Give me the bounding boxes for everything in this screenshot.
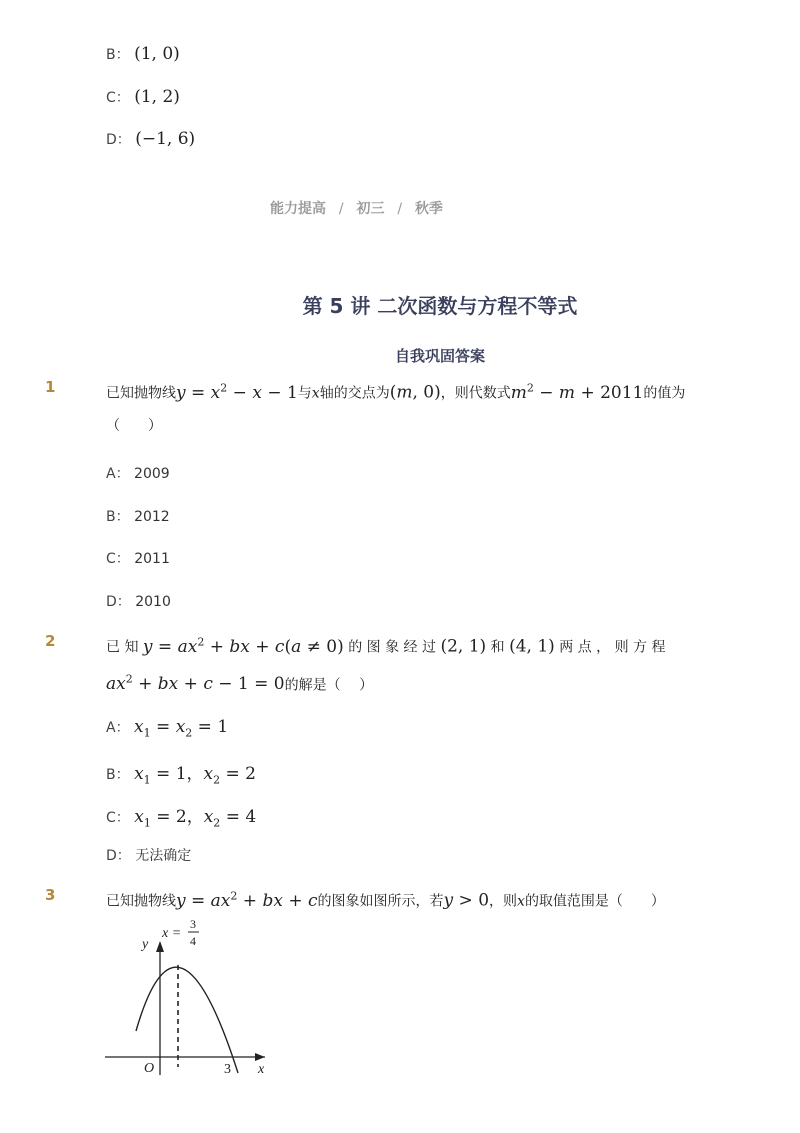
option-d[interactable] [106,845,191,865]
question-1-stem: 已知抛物线$y = x^2 - x - 1$与x轴的交点为(m, 0)，则代数式$m^2 - m + 2011$的值为 （ ） [106,381,686,434]
stem-text: 与 [297,385,312,402]
y-axis-arrow [156,941,164,952]
option-b-top[interactable] [106,44,180,64]
equation: $ax^2$ + bx + c − 1 = 0 [106,672,285,695]
question-number: 3 [45,886,56,904]
page-title: 第 5 讲 二次函数与方程不等式 [302,294,578,318]
vertex-eq-lhs: x = [162,926,182,941]
stem-text: 的值为 [643,385,686,402]
quadratic-formula: $y = ax^2$ + bx + c(a ≠ 0) [142,635,344,657]
inequality: y > 0 [443,890,490,911]
option-value: (1, 0) [134,44,180,64]
option-label: B： [106,509,130,525]
option-label: A： [106,720,130,736]
expression: $m^2 - m + 2011$ [510,381,644,403]
parabola-formula: $y = x^2 - x - 1$ [176,381,298,403]
stem-text: 的解是（ ） [284,677,374,694]
stem-text: 两 点 ， 则 方 程 [559,639,666,656]
breadcrumb-grade[interactable]: 初三 [356,201,385,217]
stem-text: 已知抛物线 [106,385,176,402]
stem-text: ，则 [489,893,518,910]
breadcrumb-separator: / [338,201,344,217]
stem-text: 和 [490,639,505,656]
option-d[interactable] [106,591,171,611]
question-number: 1 [45,378,56,396]
option-label: C： [106,90,130,106]
stem-text: 的图象如图所示，若 [317,893,444,910]
option-value: $x_1 = x_2 = 1$ [134,717,229,740]
breadcrumb [0,198,800,218]
option-value: 2010 [135,594,171,610]
x-axis-label: x [258,1062,265,1077]
origin-label: O [144,1061,155,1076]
option-value: 2011 [134,551,170,567]
section-subtitle: 自我巩固答案 [394,347,485,365]
option-label: A： [106,466,130,482]
stem-text: 已 知 [106,639,139,656]
x-axis-arrow [255,1053,265,1061]
question-2-stem [106,626,712,701]
option-value: (1, 2) [134,87,180,107]
option-value: 无法确定 [135,848,192,864]
intersection-point: (m, 0) [389,382,441,403]
point-two: (4, 1) [509,636,555,657]
breadcrumb-level[interactable]: 能力提高 [270,201,326,217]
stem-text: 已知抛物线 [106,893,176,910]
root-label: 3 [224,1062,231,1077]
parabola-formula: $y = ax^2$ + bx + c [176,889,318,911]
breadcrumb-season[interactable]: 秋季 [414,201,443,217]
option-value: $x_1 = 2$，$x_2 = 4$ [134,807,257,830]
option-label: C： [106,810,130,826]
option-b[interactable] [106,506,170,526]
stem-text: 轴的交点为 [319,385,390,402]
option-a[interactable] [106,717,228,739]
option-c-top[interactable] [106,87,180,107]
question-number: 2 [45,632,56,650]
option-a[interactable] [106,463,170,483]
y-axis-label: y [142,937,149,952]
option-label: B： [106,47,130,63]
stem-text: ，则代数式 [440,385,511,402]
option-value: 2012 [134,509,170,525]
option-value: $x_1 = 1$，$x_2 = 2$ [134,764,256,787]
point-one: (2, 1) [440,636,487,657]
option-d-top[interactable] [106,129,195,149]
option-value: 2009 [134,466,170,482]
option-c[interactable] [106,802,256,829]
option-label: C： [106,551,130,567]
option-b[interactable] [106,759,256,786]
option-label: B： [106,767,130,783]
stem-text: 的取值范围是（ ） [524,893,665,910]
option-c[interactable] [106,548,170,568]
parabola-graph [100,915,280,1085]
fraction-denominator: 4 [190,934,196,948]
breadcrumb-separator: / [397,201,403,217]
stem-text: 的 图 象 经 过 [348,639,436,656]
answer-blank: （ ） [106,417,162,434]
option-label: D： [106,848,131,864]
question-3-stem: 已知抛物线$y = ax^2$ + bx + c的图象如图所示，若y > 0，则x的取值范围是（ ） [106,889,665,911]
option-value: (−1, 6) [135,129,196,149]
option-label: D： [106,594,131,610]
option-label: D： [106,132,131,148]
fraction-numerator: 3 [190,917,196,931]
